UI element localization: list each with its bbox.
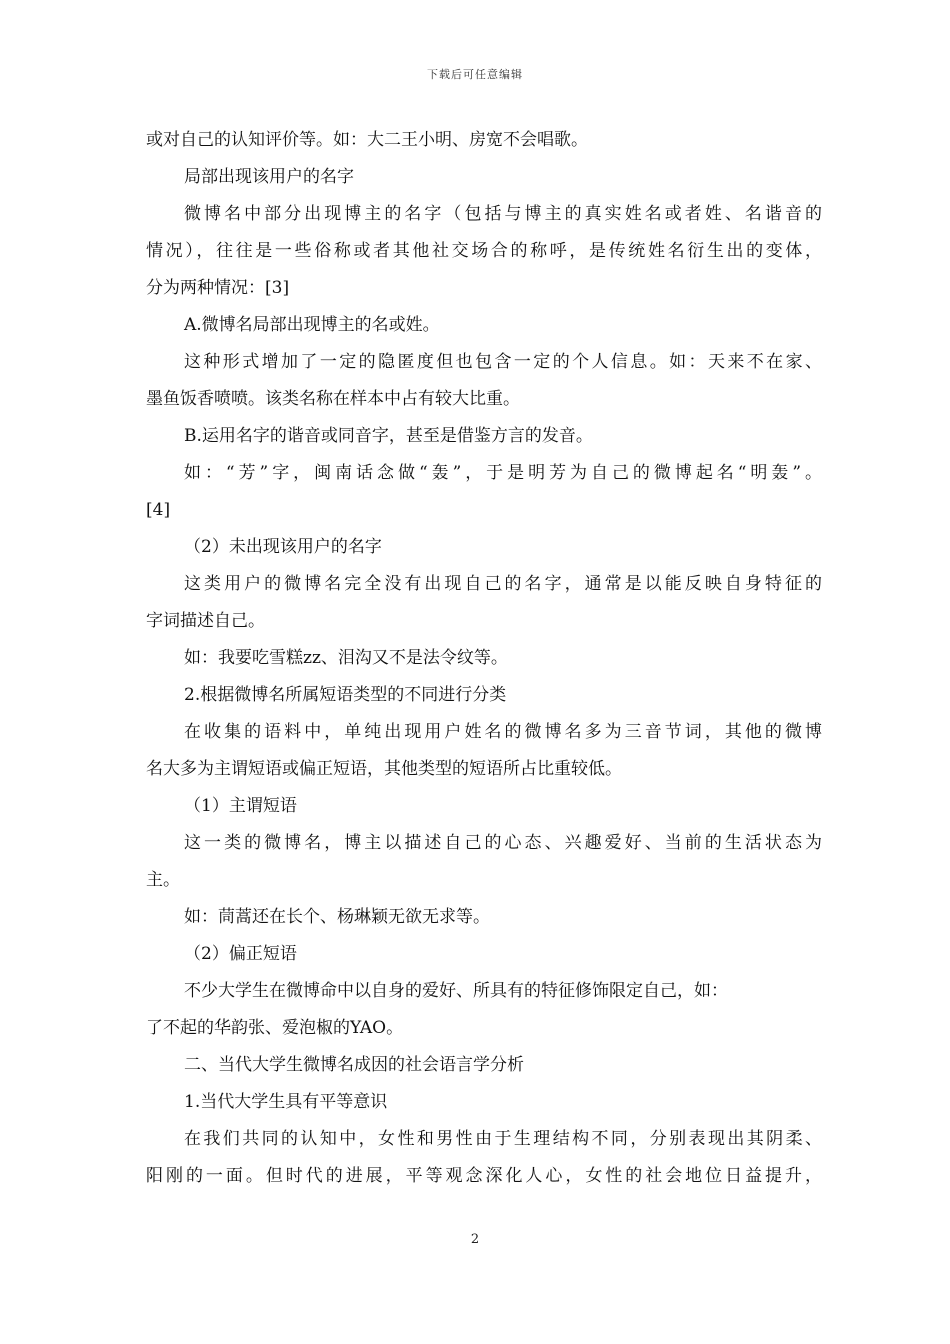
text-line: 不少大学生在微博命中以自身的爱好、所具有的特征修饰限定自己，如： [184, 981, 728, 1001]
section-heading: （2）未出现该用户的名字 [184, 537, 382, 557]
subheading: A.微博名局部出现博主的名或姓。 [184, 315, 440, 335]
text-line: 在收集的语料中，单纯出现用户姓名的微博名多为三音节词，其他的微博 [184, 722, 822, 742]
text-line: 情况），往往是一些俗称或者其他社交场合的称呼，是传统姓名衍生出的变体， [146, 241, 822, 261]
text-line: 名大多为主谓短语或偏正短语，其他类型的短语所占比重较低。 [146, 759, 622, 779]
text-line: 如：茼蒿还在长个、杨琳颖无欲无求等。 [184, 907, 490, 927]
text-line: 这种形式增加了一定的隐匿度但也包含一定的个人信息。如：天来不在家、 [184, 352, 822, 372]
section-heading: （2）偏正短语 [184, 944, 297, 964]
section-heading: （1）主谓短语 [184, 796, 297, 816]
text-line: 阳刚的一面。但时代的进展，平等观念深化人心，女性的社会地位日益提升， [146, 1166, 822, 1186]
text-line: 在我们共同的认知中，女性和男性由于生理结构不同，分别表现出其阴柔、 [184, 1129, 822, 1149]
text-line: 如：我要吃雪糕zz、泪沟又不是法令纹等。 [184, 648, 508, 668]
page-number: 2 [470, 1232, 480, 1247]
chapter-heading: 二、当代大学生微博名成因的社会语言学分析 [184, 1055, 524, 1075]
text-line: 这类用户的微博名完全没有出现自己的名字，通常是以能反映自身特征的 [184, 574, 822, 594]
text-line: 墨鱼饭香喷喷。该类名称在样本中占有较大比重。 [146, 389, 520, 409]
text-line: [4] [146, 500, 171, 520]
subheading: B.运用名字的谐音或同音字，甚至是借鉴方言的发音。 [184, 426, 593, 446]
text-line: 主。 [146, 870, 180, 890]
text-line: 如：“芳”字，闽南话念做“轰”，于是明芳为自己的微博起名“明轰”。 [184, 463, 822, 483]
page-header: 下载后可任意编辑 [427, 68, 523, 81]
text-line: 字词描述自己。 [146, 611, 265, 631]
section-heading: 局部出现该用户的名字 [184, 167, 354, 187]
text-line: 微博名中部分出现博主的名字（包括与博主的真实姓名或者姓、名谐音的 [184, 204, 822, 224]
document-body [146, 122, 822, 1195]
text-line: 或对自己的认知评价等。如：大二王小明、房宽不会唱歌。 [146, 130, 588, 150]
section-heading: 1.当代大学生具有平等意识 [184, 1092, 388, 1112]
text-line: 了不起的华韵张、爱泡椒的YAO。 [146, 1018, 404, 1038]
text-line: 这一类的微博名，博主以描述自己的心态、兴趣爱好、当前的生活状态为 [184, 833, 822, 853]
section-heading: 2.根据微博名所属短语类型的不同进行分类 [184, 685, 507, 705]
text-line: 分为两种情况：[3] [146, 278, 290, 298]
